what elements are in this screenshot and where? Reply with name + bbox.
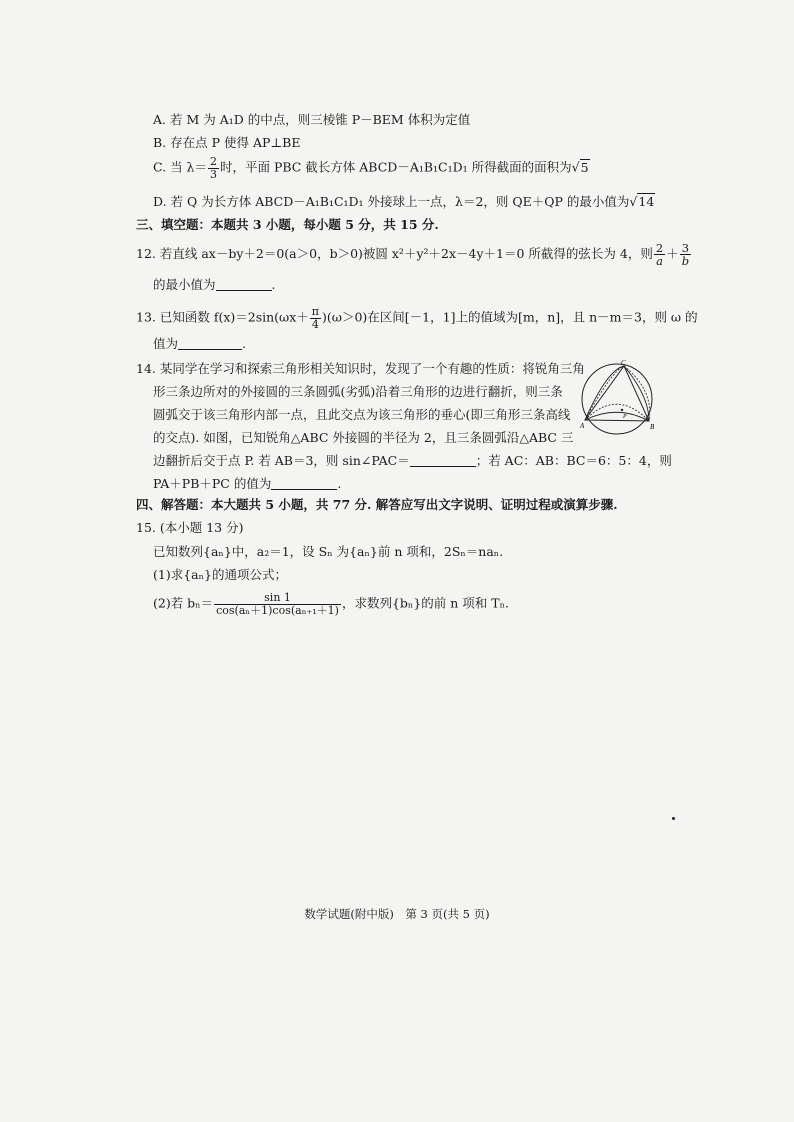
- question-13: 13. 已知函数 f(x)＝2sin(ωx＋ $\frac{\pi}{4}$ )(ω＞0)在区间[－1，1]上的值域为[m，n]，且 n－m＝3，则 ω 的: [136, 305, 698, 331]
- option-c-sqrt: 5: [580, 159, 589, 175]
- question-14-line3: 圆弧交于该三角形内部一点，且此交点为该三角形的垂心(即三角形三条高线: [153, 407, 571, 422]
- question-15-stem: 已知数列{aₙ}中，a₂＝1，设 Sₙ 为{aₙ}前 n 项和，2Sₙ＝naₙ.: [153, 544, 504, 559]
- sqrt-sign: √: [629, 194, 638, 209]
- option-c-prefix: C. 当 λ＝: [153, 159, 207, 175]
- q12-fraction-2: $\frac{3}{b}$: [681, 241, 690, 269]
- question-14-line5: 边翻折后交于点 P. 若 AB＝3，则 sin∠PAC＝ ；若 AC：AB：BC＝6：5：4，则: [153, 453, 672, 468]
- option-c-fraction: $\frac{2}{3}$: [209, 155, 217, 181]
- answer-blank: [271, 477, 337, 490]
- label-c: C: [621, 360, 626, 367]
- question-14-line4: 的交点). 如图，已知锐角△ABC 外接圆的半径为 2，且三条圆弧沿△ABC 三: [153, 430, 574, 445]
- option-d: [153, 194, 655, 209]
- question-15-part-2: (2)若 bₙ＝ $\frac{\sin 1}{\text{cos(aₙ＋1)cos(aₙ₊₁＋1)}}$ ，求数列{bₙ}的前 n 项和 Tₙ.: [153, 591, 509, 617]
- question-14-line6: PA＋PB＋PC 的值为 .: [153, 476, 342, 491]
- option-a: [153, 112, 470, 127]
- page-footer: 数学试题(附中版) 第 3 页(共 5 页): [304, 907, 490, 921]
- sqrt-sign: √: [571, 159, 580, 175]
- option-c-text: 时，平面 PBC 截长方体 ABCD－A₁B₁C₁D₁ 所得截面的面积为: [219, 159, 572, 175]
- question-14-line1: 14. 某同学在学习和探索三角形相关知识时，发现了一个有趣的性质：将锐角三角: [136, 361, 585, 376]
- q13-text: 13. 已知函数 f(x)＝2sin(ωx＋: [136, 309, 309, 325]
- q13-fraction: $\frac{\pi}{4}$: [311, 305, 320, 331]
- circumcircle-figure: [579, 360, 657, 442]
- answer-blank: [178, 337, 242, 350]
- label-a: A: [580, 422, 585, 430]
- q12-fraction-1: $\frac{2}{a}$: [655, 241, 664, 269]
- label-b: B: [650, 423, 655, 431]
- point-p: [621, 409, 623, 411]
- q12-text: 12. 若直线 ax－by＋2＝0(a＞0，b＞0)被圆 x²＋y²＋2x－4y＋1＝0 所截得的弦长为 4，则: [136, 246, 653, 262]
- circumcircle: [582, 364, 652, 434]
- option-b-text: B. 存在点 P 使得 AP⊥BE: [153, 135, 301, 150]
- q15-fraction: $\frac{\sin 1}{\text{cos(aₙ＋1)cos(aₙ₊₁＋1)}}$: [216, 591, 339, 617]
- section-3-heading: 三、填空题：本题共 3 小题，每小题 5 分，共 15 分.: [136, 217, 439, 232]
- question-12: 12. 若直线 ax－by＋2＝0(a＞0，b＞0)被圆 x²＋y²＋2x－4y＋1＝0 所截得的弦长为 4，则 $\frac{2}{a}$ ＋ $\frac{3}{b}$: [136, 241, 690, 269]
- label-p: P: [623, 414, 627, 420]
- section-4-heading: 四、解答题：本大题共 5 小题，共 77 分. 解答应写出文字说明、证明过程或演算步骤.: [136, 497, 618, 512]
- question-14-line2: 形三条边所对的外接圆的三条圆弧(劣弧)沿着三角形的边进行翻折，则三条: [153, 384, 563, 399]
- option-c: [153, 156, 590, 180]
- speck: [672, 817, 675, 820]
- question-13-line2: 值为 .: [153, 336, 246, 351]
- question-15-heading: 15. (本小题 13 分): [136, 520, 244, 535]
- circumcircle-diagram: [579, 360, 657, 438]
- question-15-part-1: (1)求{aₙ}的通项公式；: [153, 567, 287, 582]
- question-12-line2: 的最小值为 .: [153, 277, 276, 292]
- option-d-text: D. 若 Q 为长方体 ABCD－A₁B₁C₁D₁ 外接球上一点，λ＝2，则 QE＋QP 的最小值为: [153, 194, 630, 209]
- option-d-sqrt: 14: [638, 194, 655, 209]
- option-a-text: A. 若 M 为 A₁D 的中点，则三棱锥 P－BEM 体积为定值: [153, 112, 471, 127]
- option-b: [153, 135, 300, 150]
- answer-blank: [216, 278, 272, 291]
- answer-blank: [410, 454, 476, 467]
